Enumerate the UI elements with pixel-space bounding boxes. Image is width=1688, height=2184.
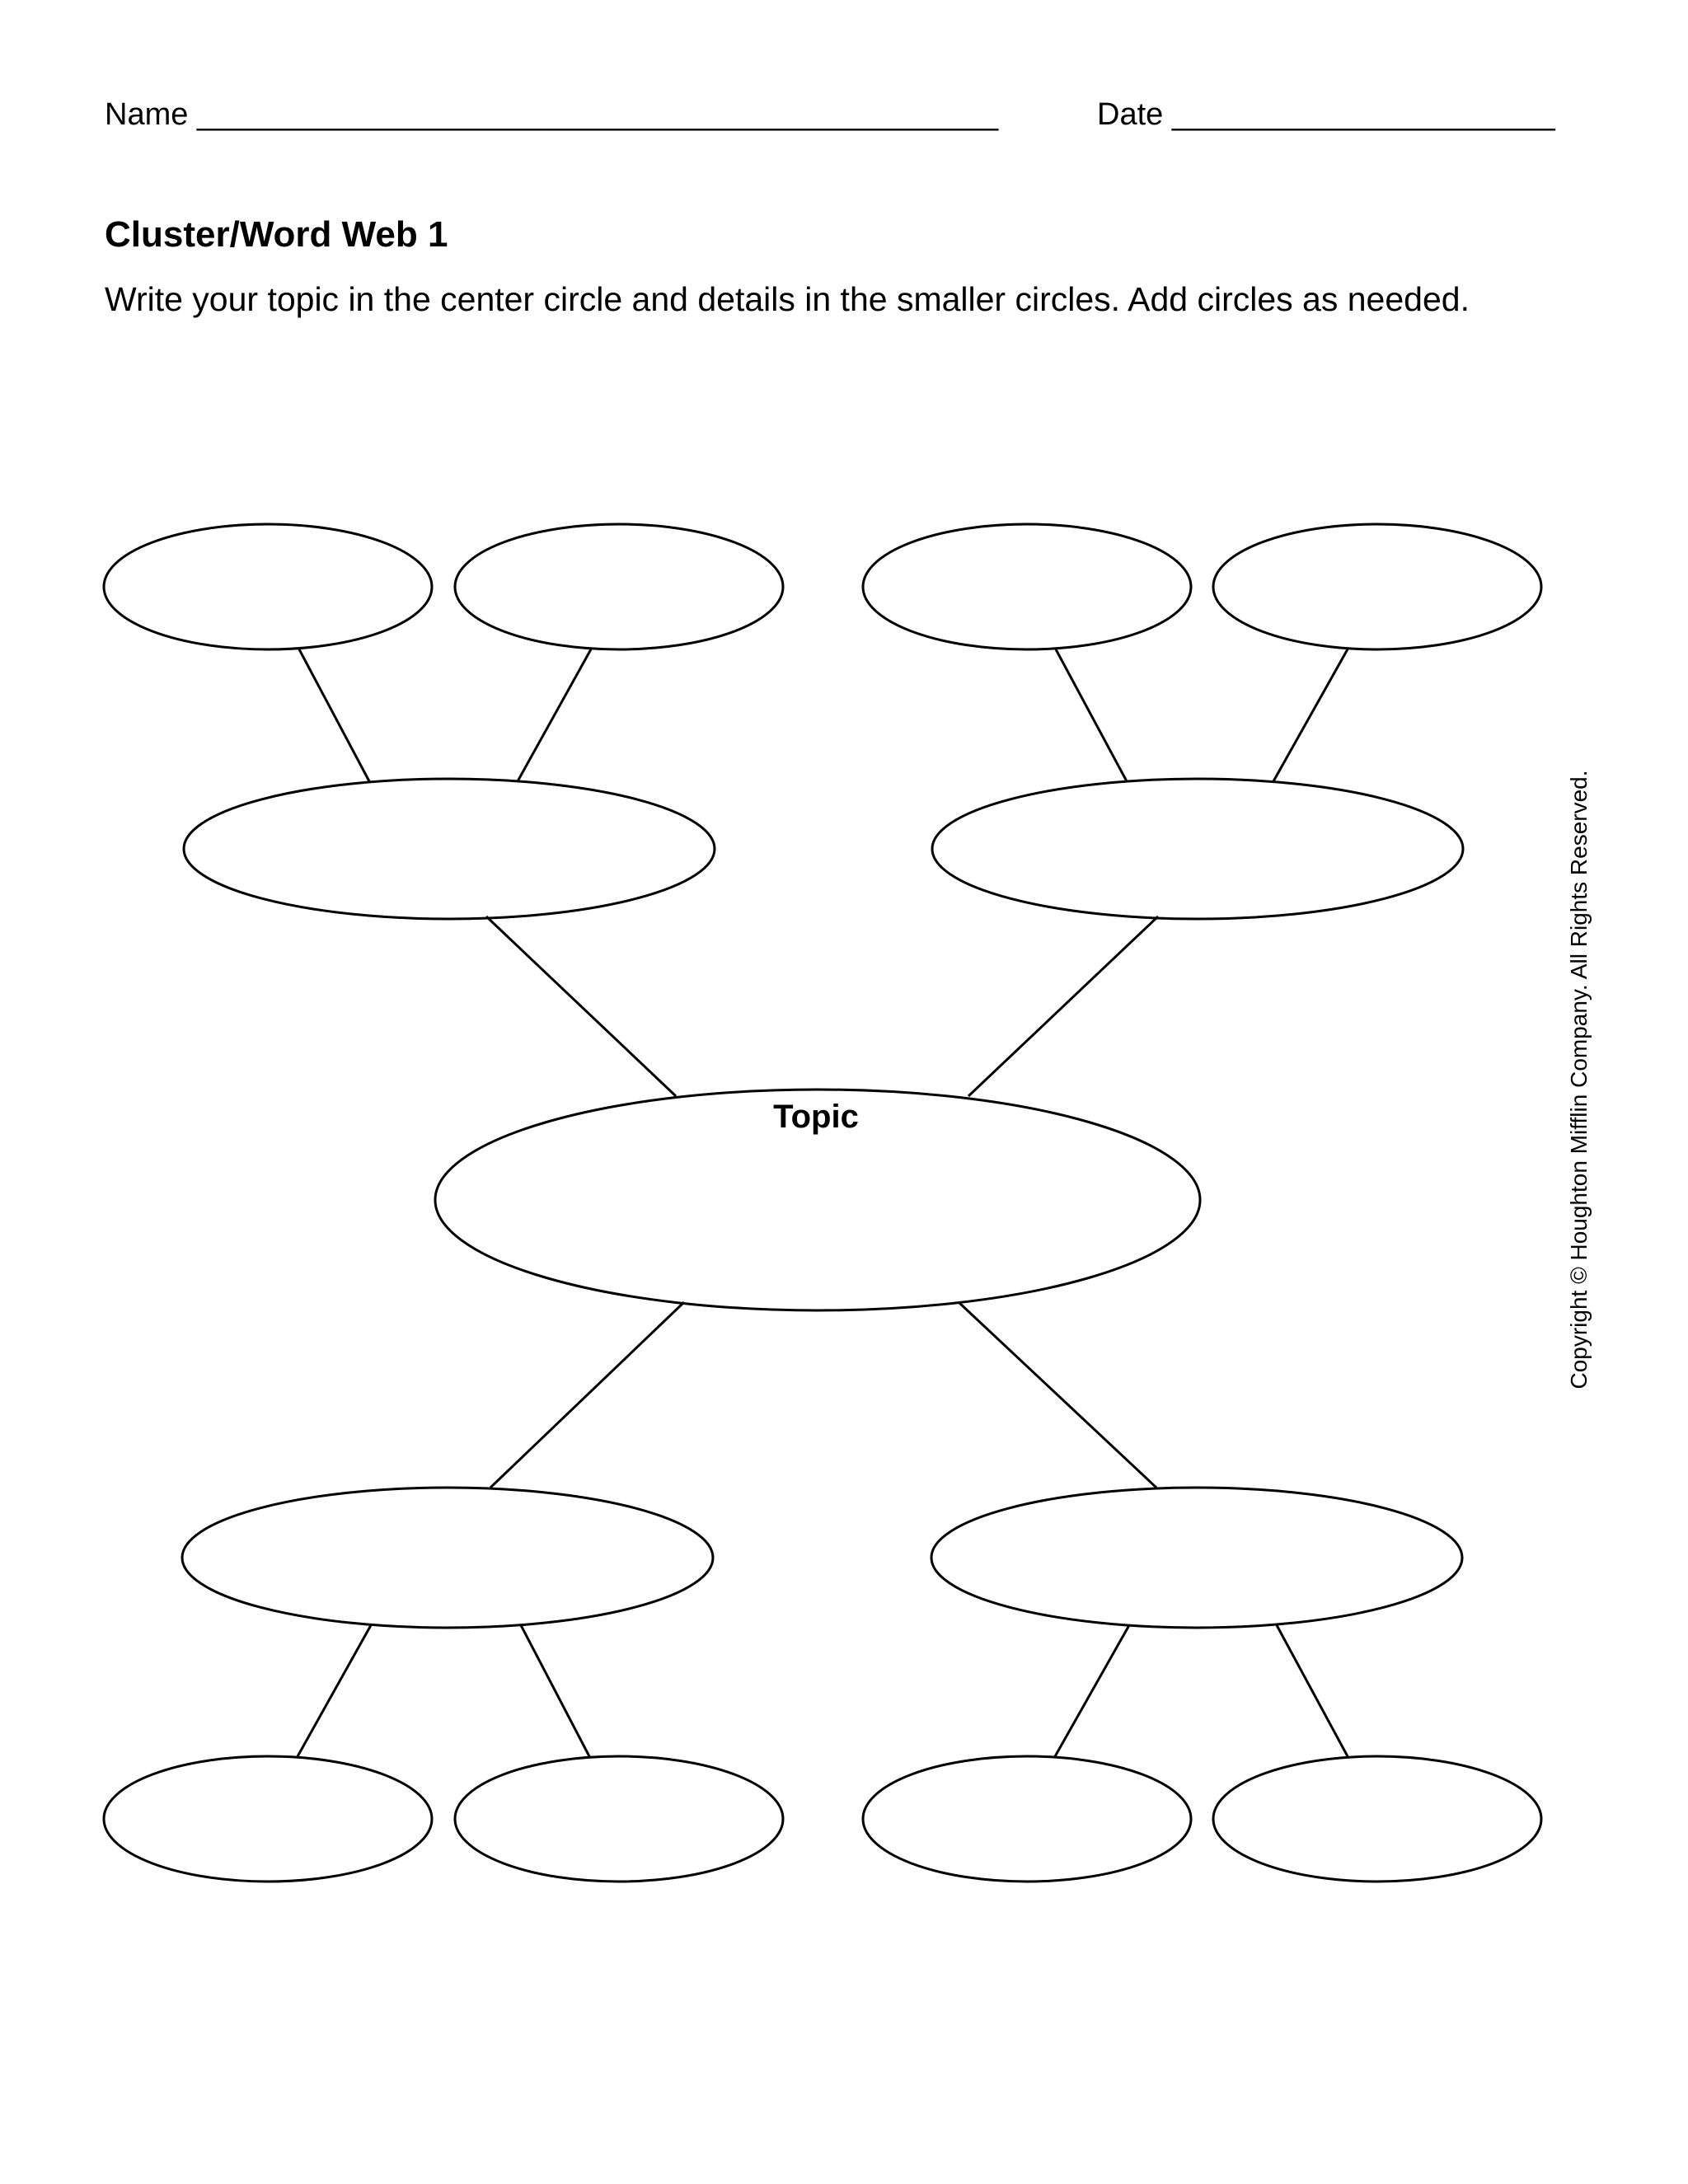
connector-topic-branch-upper-right: [968, 916, 1158, 1096]
connector-detail-4: [1273, 648, 1348, 781]
detail-oval-5[interactable]: [104, 1756, 432, 1882]
connector-topic-branch-upper-left: [486, 916, 676, 1096]
branch-oval-upper-left[interactable]: [184, 779, 715, 919]
connector-detail-8: [1277, 1625, 1348, 1758]
name-field[interactable]: Name ______________________________________________: [105, 97, 999, 132]
connector-detail-5: [297, 1625, 371, 1758]
connector-detail-7: [1054, 1625, 1129, 1758]
page-title: Cluster/Word Web 1: [105, 214, 448, 255]
copyright-notice: Copyright © Houghton Mifflin Company. All Rights Reserved.: [1566, 770, 1592, 1390]
connector-detail-6: [521, 1625, 590, 1758]
connector-detail-2: [518, 648, 592, 781]
detail-oval-6[interactable]: [455, 1756, 783, 1882]
topic-label: Topic: [773, 1099, 859, 1135]
detail-oval-8[interactable]: [1213, 1756, 1541, 1882]
connector-topic-branch-lower-right: [959, 1302, 1156, 1488]
branch-oval-lower-right[interactable]: [931, 1488, 1462, 1628]
detail-oval-3[interactable]: [863, 524, 1191, 649]
detail-oval-7[interactable]: [863, 1756, 1191, 1882]
connector-detail-3: [1055, 648, 1127, 781]
detail-oval-2[interactable]: [455, 524, 783, 649]
branch-oval-upper-right[interactable]: [932, 779, 1463, 919]
instructions: Write your topic in the center circle and details in the smaller circles. Add circles as needed.: [105, 280, 1470, 318]
detail-oval-4[interactable]: [1213, 524, 1541, 649]
branch-oval-lower-left[interactable]: [182, 1488, 713, 1628]
detail-oval-1[interactable]: [104, 524, 432, 649]
connector-topic-branch-lower-left: [490, 1302, 684, 1488]
connector-detail-1: [298, 648, 369, 781]
date-field[interactable]: Date ______________________: [1097, 97, 1555, 132]
